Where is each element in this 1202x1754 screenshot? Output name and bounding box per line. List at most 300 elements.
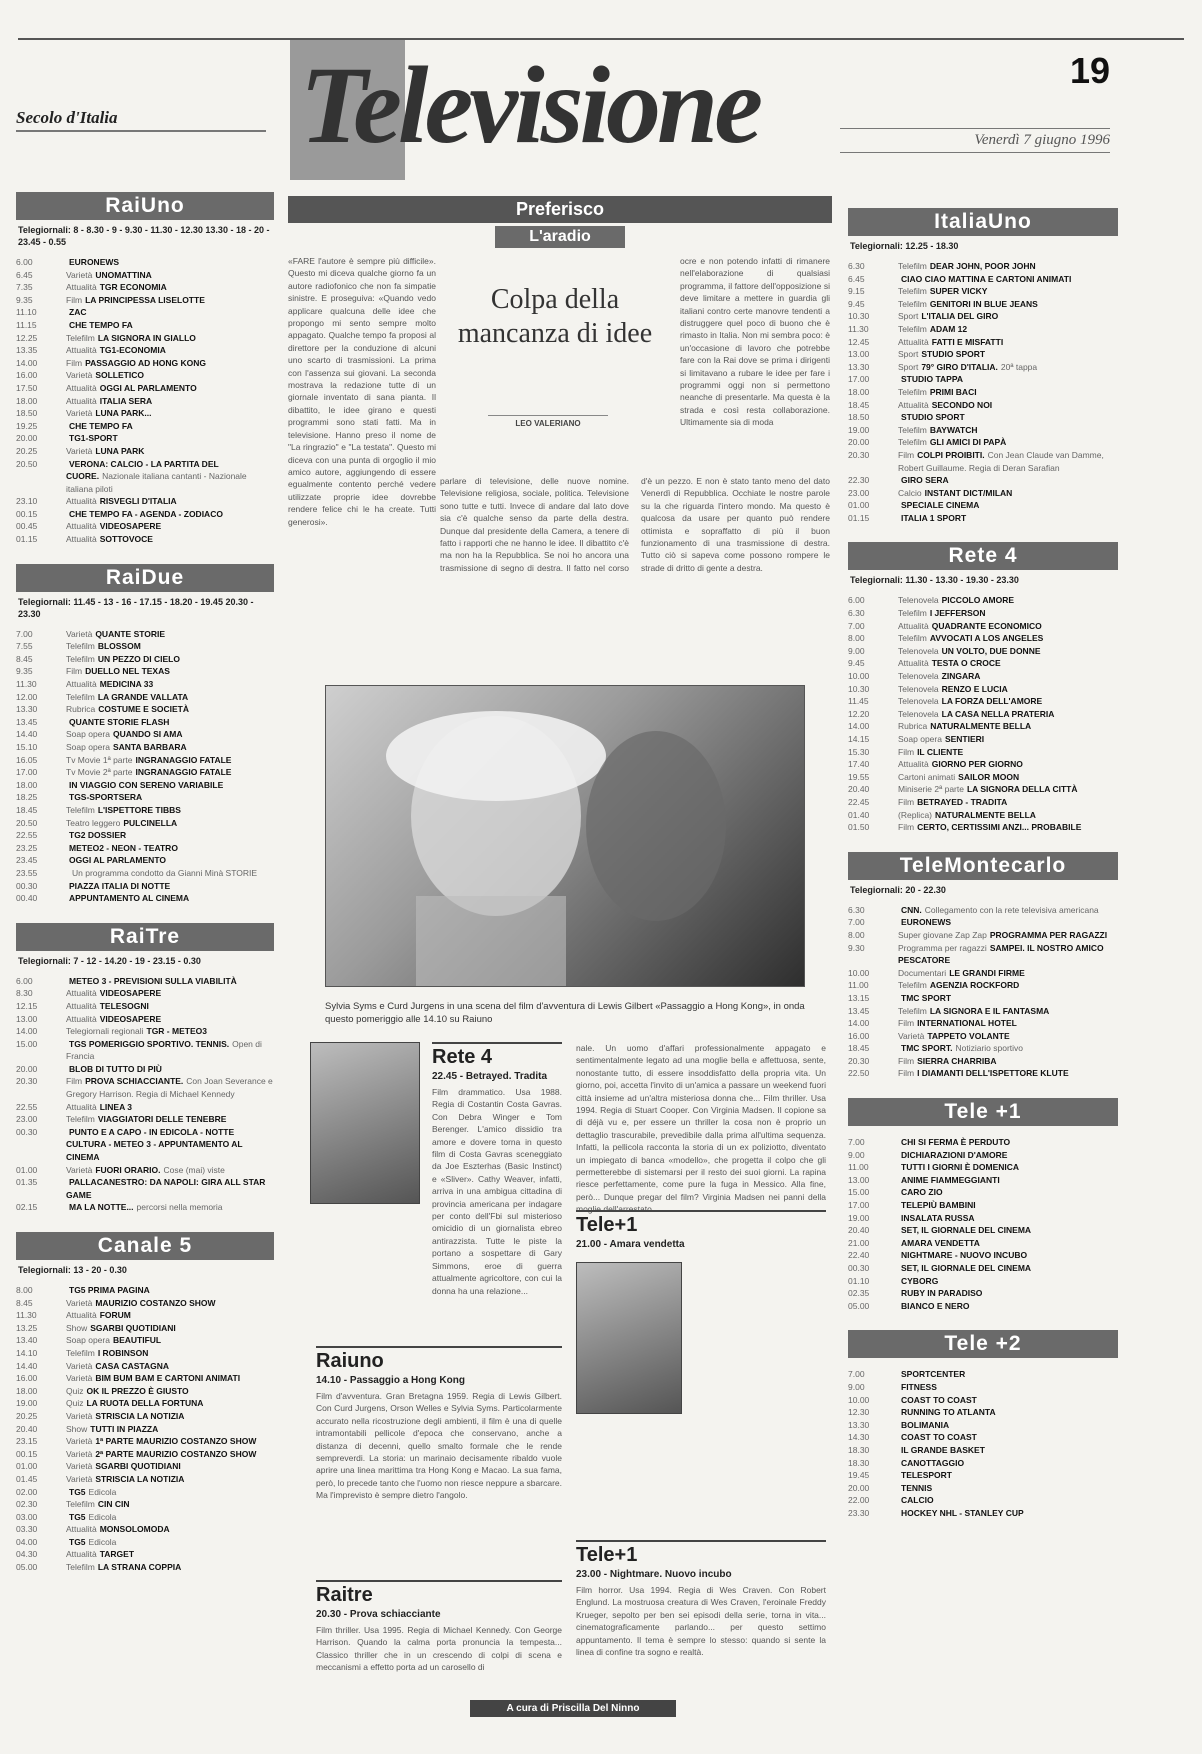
programme-genre: Cartoni animati [898,771,956,782]
programme-title: SPORTCENTER [901,1369,966,1380]
programme-genre: Attualità [66,1101,97,1112]
programme-genre: Telenovela [898,683,939,694]
programme-title: UNOMATTINA [95,269,152,280]
programme-genre: Telefilm [898,386,927,397]
programme-text [898,361,1037,374]
programme-title: CHE TEMPO FA [69,319,133,330]
programme-time: 7.35 [16,282,33,293]
programme-row [16,628,274,641]
programme-title: L'ITALIA DEL GIRO [921,311,999,322]
programme-time: 6.30 [848,608,865,619]
programme-title: DICHIARAZIONI D'AMORE [901,1149,1008,1160]
programme-time: 22.45 [848,796,870,807]
programme-time: 00.30 [16,880,38,891]
programme-text [66,1360,172,1373]
programme-time: 13.30 [848,1419,870,1430]
newscast-times: Telegiornali: 20 - 22.30 [850,884,946,895]
programme-genre: Telenovela [898,671,939,682]
programme-text [898,1055,1000,1068]
programme-row [848,783,1118,796]
feature-article [288,255,832,665]
programme-row [848,695,1118,708]
programme-time: 12.00 [16,691,38,702]
programme-text [898,1444,988,1457]
programme-title: QUANTE STORIE FLASH [69,716,170,727]
programme-time: 12.20 [848,708,870,719]
programme-text [898,620,1045,633]
programme-time: 22.40 [848,1250,870,1261]
programme-title: QUANDO SI AMA [112,729,183,740]
programme-text [898,323,970,336]
review-rete4 [432,1042,562,1298]
programme-time: 9.30 [848,942,865,953]
programme-time: 19.45 [848,1470,870,1481]
review-raiuno [316,1346,562,1570]
programme-title: CASA CASTAGNA [95,1360,169,1371]
review-channel: Raiuno [316,1346,562,1373]
programme-text [66,1473,187,1486]
programme-genre: Varietà [66,1164,93,1175]
programme-text [66,256,122,269]
programme-genre: Varietà [66,1461,93,1472]
programme-time: 14.00 [848,721,870,732]
programme-title: 79° GIRO D'ITALIA. [921,361,998,372]
channel-name: TeleMontecarlo [848,852,1118,880]
programme-title: RISVEGLI D'ITALIA [99,496,177,507]
programme-title: METEO 3 - PREVISIONI SULLA VIABILITÀ [69,975,237,986]
programme-text [66,1176,274,1201]
programme-row [848,273,1118,286]
programme-text [66,281,170,294]
programme-title: SGARBI QUOTIDIANI [90,1322,176,1333]
programme-title: PROVA SCHIACCIANTE. [85,1076,184,1087]
programme-time: 18.00 [16,1385,38,1396]
programme-title: QUADRANTE ECONOMICO [931,620,1042,631]
review-title: 21.00 - Amara vendetta [576,1239,685,1250]
programme-title: TESTA O CROCE [931,658,1001,669]
programme-text [898,1186,946,1199]
programme-row [848,1394,1118,1407]
programme-row [16,987,274,1000]
programme-text [66,1322,179,1335]
programme-row [16,665,274,678]
masthead-title: Televisione [300,44,760,166]
programme-time: 18.25 [16,792,38,803]
programme-text [66,1423,161,1436]
newscast-times: Telegiornali: 13 - 20 - 0.30 [18,1265,127,1275]
programme-row [848,1005,1118,1018]
programme-text [66,1113,229,1126]
programme-row [848,967,1118,980]
programme-row [16,1435,274,1448]
programme-row [16,1423,274,1436]
programme-row [848,1237,1118,1250]
review-body: Film thriller. Usa 1995. Regia di Michael Kennedy. Con George Harrison. Quando la calma porta pronuncia la tempesta... Classico thriller che in un crescendo di colpi di scena e meccanismi a effetto porta ad un carosello di [316,1625,562,1673]
programme-genre: Sport [898,349,919,360]
programme-note: Edicola [88,1536,117,1547]
programme-row [16,741,274,754]
programme-time: 8.00 [848,929,865,940]
channel-name: Tele +2 [848,1330,1118,1358]
programme-time: 13.25 [16,1322,38,1333]
programme-title: EURONEWS [901,917,952,928]
programme-text [898,967,1028,980]
programme-text [898,1174,1003,1187]
programme-genre: Soap opera [66,1335,110,1346]
programme-time: 20.40 [848,1225,870,1236]
programme-text [66,369,147,382]
programme-title: MEDICINA 33 [99,679,154,690]
programme-text [898,336,1006,349]
programme-time: 01.00 [16,1461,38,1472]
programme-time: 7.00 [848,620,865,631]
programme-row [848,1275,1118,1288]
programme-time: 6.45 [16,269,33,280]
programme-time: 8.45 [16,1297,33,1308]
article-column-2: ocre e non potendo infatti di rimanere nell'elaborazione di qualsiasi programma, il fattore dell'opposizione si deve limitare a mettere in guardia gli italiani contro certe manovre tendenti a distruggere quel poco di buono che è rimasto in Italia. Non mi sembra poco: è un'occasione di lavoro che potrebbe fare con la Rai dove se prima i dirigenti si limitavano a rubare le idee per fare i programmi oggi non si permettono neanche di presentarle. Ma questa è la strada e così resta collaborazione. Ultimamente sia di moda [680,256,830,428]
programme-row [848,1017,1118,1030]
programme-title: LA PRINCIPESSA LISELOTTE [85,294,205,305]
programme-time: 18.45 [848,399,870,410]
programme-genre: Film [898,746,915,757]
programme-genre: Programma per ragazzi [898,942,987,953]
programme-title: HOCKEY NHL - STANLEY CUP [901,1507,1024,1518]
programme-text [66,1561,184,1574]
programme-text [66,294,208,307]
programme-title: BEAUTIFUL [112,1335,162,1346]
programme-title: PIAZZA ITALIA DI NOTTE [69,880,171,891]
programme-time: 11.30 [16,679,37,690]
programme-time: 00.30 [848,1263,870,1273]
programme-row [16,1297,274,1310]
programme-title: BIANCO E NERO [901,1300,970,1311]
programme-time: 11.15 [16,319,37,330]
programme-text [66,1025,210,1038]
programme-time: 13.45 [848,1005,870,1016]
programme-time: 20.30 [848,1055,870,1066]
programme-title: FITNESS [901,1381,937,1392]
programme-title: BAYWATCH [929,424,978,435]
programme-text [898,348,988,361]
programme-title: LA SIGNORA DELLA CITTÀ [966,784,1078,795]
programme-text [898,695,1045,708]
programme-title: SET, IL GIORNALE DEL CINEMA [901,1225,1032,1236]
programme-text [66,395,155,408]
programme-time: 22.00 [848,1495,870,1506]
programme-text [66,1523,173,1536]
programme-genre: Telefilm [898,323,927,334]
programme-row [848,708,1118,721]
programme-time: 11.00 [848,980,869,991]
programme-genre: Attualità [66,1524,97,1535]
programme-text [66,495,180,508]
programme-title: UN VOLTO, DUE DONNE [941,645,1041,656]
programme-title: LA GRANDE VALLATA [97,691,189,702]
programme-title: TG2 DOSSIER [69,830,127,841]
programme-row [848,607,1118,620]
programme-title: LUNA PARK... [95,408,152,419]
newscast-times: Telegiornali: 11.45 - 13 - 16 - 17.15 - 18.20 - 19.45 20.30 - 23.30 [18,596,254,619]
programme-row [848,361,1118,374]
programme-genre: Soap opera [898,734,942,744]
programme-row [16,975,274,988]
programme-time: 16.00 [16,1373,38,1384]
programme-row [16,1113,274,1126]
channel-name: RaiTre [16,923,274,951]
programme-genre: Telefilm [898,980,927,991]
programme-row [848,916,1118,929]
programme-text [898,1381,940,1394]
programme-time: 23.30 [848,1507,870,1518]
programme-text [898,594,1017,607]
programme-title: SIERRA CHARRIBA [917,1055,997,1066]
programme-text [898,821,1084,834]
programme-time: 10.30 [848,683,870,694]
programme-title: 1ª PARTE MAURIZIO COSTANZO SHOW [95,1436,257,1447]
programme-row [16,892,274,905]
programme-time: 01.15 [16,534,38,545]
review-teleplus1-amara [576,1042,826,1215]
programme-row [16,1561,274,1574]
programme-text [898,1249,1030,1262]
programme-title: IN VIAGGIO CON SERENO VARIABILE [69,779,224,790]
programme-title: LA STRANA COPPIA [97,1562,182,1573]
programme-row [16,804,274,817]
programme-title: SAMPEI. IL NOSTRO AMICO PESCATORE [898,942,1104,966]
programme-genre: Varietà [66,408,93,419]
film-still-photo [325,685,805,987]
programme-title: IL CLIENTE [917,746,964,757]
programme-genre: Attualità [898,759,929,770]
programme-row [848,979,1118,992]
actress-photo-amara-vendetta [576,1262,682,1414]
programme-genre: Calcio [898,487,922,498]
review-body: Film d'avventura. Gran Bretagna 1959. Regia di Lewis Gilbert. Con Curd Jurgens, Orson Welles e Sylvia Syms. Particolarmente accurato nella ricostruzione degli ambienti, il film è una di quelle intramontabili pellicole d'epoca che conservano, anche a distanza di decenni, quello smalto formale che le rende sempreverdi. La storia: un marinaio decisamente ribaldo vuole aprire una linea marittima tra Hong Kong e Macao. La sua fama, però, lo precede tanto che l'uomo non riesce neppure a sbarcare. Ma l'imprevisto è sempre dietro l'angolo. [316,1391,562,1501]
programme-row [16,306,274,319]
programme-note: Edicola [88,1486,117,1497]
programme-text [66,533,156,546]
programme-text [66,1435,259,1448]
programme-genre: Tv Movie 1ª parte [66,754,133,765]
programme-text [898,1482,935,1495]
programme-title: PROGRAMMA PER RAGAZZI [989,929,1108,940]
programme-row [16,382,274,395]
programme-row [16,703,274,716]
programme-time: 6.00 [848,595,865,606]
programme-text [66,445,147,458]
programme-note: Un programma condotto da Gianni Minà STORIE [72,867,258,878]
programme-text [898,1161,1022,1174]
programme-text [66,1038,274,1063]
programme-text [66,817,180,830]
programme-genre: Telefilm [898,286,927,297]
programme-row [16,357,274,370]
programme-row [848,992,1118,1005]
programme-title: STRISCIA LA NOTIZIA [95,1473,185,1484]
programme-time: 20.00 [848,1482,870,1493]
programme-title: LE GRANDI FIRME [949,967,1025,978]
programme-title: BOLIMANIA [901,1419,950,1430]
programme-time: 19.55 [848,771,870,782]
programme-row [848,1406,1118,1419]
channel-block [16,923,274,1214]
programme-text [898,1262,1034,1275]
programme-text [66,332,199,345]
programme-title: CHI SI FERMA È PERDUTO [901,1137,1011,1148]
programme-genre: Telefilm [898,424,927,435]
programme-row [16,1176,274,1201]
programme-text [66,1284,153,1297]
programme-time: 14.40 [16,729,38,740]
spacer [848,1126,1118,1136]
programme-title: TG5 [69,1536,86,1547]
programme-title: SAILOR MOON [958,771,1020,782]
programme-row [848,733,1118,746]
programme-title: DUELLO NEL TEXAS [85,666,170,677]
programme-title: ANIME FIAMMEGGIANTI [901,1174,1000,1185]
programme-title: VERONA: CALCIO - LA PARTITA DEL CUORE. [66,458,219,482]
programme-time: 20.40 [848,784,870,795]
programme-row [848,1199,1118,1212]
programme-time: 18.00 [848,386,870,397]
programme-genre: Telefilm [898,437,927,448]
programme-genre: Film [66,666,83,677]
programme-time: 14.00 [16,357,38,368]
review-channel: Raitre [316,1580,562,1607]
programme-text [898,512,969,525]
programme-title: COSTUME E SOCIETÀ [98,704,189,715]
programme-genre: Attualità [66,1549,97,1560]
programme-text [898,1275,941,1288]
programme-row [16,458,274,496]
programme-text [898,399,995,412]
programme-text [66,1347,151,1360]
programme-row [16,1372,274,1385]
programme-time: 16.00 [16,370,38,381]
programme-text [898,992,954,1005]
programme-genre: Attualità [66,521,97,532]
programme-title: I ROBINSON [97,1347,149,1358]
programme-genre: Telenovela [898,696,939,707]
programme-time: 20.40 [16,1423,38,1434]
programme-title: VIAGGIATORI DELLE TENEBRE [97,1114,227,1125]
programme-title: L'ISPETTORE TIBBS [97,804,181,815]
programme-text [898,1431,980,1444]
programme-title: LA SIGNORA E IL FANTASMA [929,1005,1050,1016]
programme-genre: Telenovela [898,595,939,606]
programme-title: BIM BUM BAM E CARTONI ANIMATI [95,1373,241,1384]
programme-time: 9.15 [848,286,865,297]
programme-genre: Film [898,796,915,807]
programme-note: percorsi nella memoria [136,1202,223,1213]
programme-row [848,1042,1118,1055]
programme-text [898,1394,980,1407]
programme-text [898,1368,968,1381]
programme-row [848,1419,1118,1432]
programme-genre: Sport [898,311,919,322]
programme-time: 8.30 [16,988,33,999]
review-teleplus1-amara-head [576,1210,826,1254]
programme-title: ADAM 12 [929,323,968,334]
programme-time: 9.45 [848,298,865,309]
programme-genre: Varietà [66,1473,93,1484]
programme-genre: Telefilm [66,641,95,652]
programme-text [898,1136,1013,1149]
programme-row [16,1536,274,1549]
programme-text [898,499,982,512]
programme-title: INTERNATIONAL HOTEL [917,1018,1017,1029]
programme-time: 14.10 [16,1347,38,1358]
programme-genre: Sport [898,361,919,372]
programme-text [898,386,980,399]
programme-title: EURONEWS [69,257,120,267]
programme-genre: Show [66,1322,88,1333]
programme-title: INGRANAGGIO FATALE [135,754,232,765]
review-body: Film horror. Usa 1994. Regia di Wes Craven. Con Robert Englund. La mostruosa creatura di Wes Craven, l'eroinale Freddy Krueger, sepolto per ben sei episodi della serie, torna in vita... cinematograficamente parlando... per questo settimo appuntamento. Il tema è sempre lo stesso: quando si sente la linea di confine tra sogno e realtà. [576,1585,826,1658]
programme-text [898,683,1011,696]
programme-genre: Rubrica [898,721,928,732]
programme-title: CNN. [901,904,922,915]
programme-title: I JEFFERSON [929,608,986,619]
programme-title: QUANTE STORIE [95,628,166,639]
programme-title: CALCIO [901,1495,934,1506]
programme-title: MAURIZIO COSTANZO SHOW [95,1297,216,1308]
programme-time: 18.45 [16,804,38,815]
channel-block [848,208,1118,524]
programme-time: 7.00 [16,628,33,639]
programme-title: AGENZIA ROCKFORD [929,980,1020,991]
programme-row [848,399,1118,412]
programme-title: TG1-ECONOMIA [99,345,166,356]
programme-time: 8.45 [16,653,33,664]
programme-title: ZINGARA [941,671,981,682]
programme-row [16,1309,274,1322]
programme-time: 01.15 [848,512,870,523]
programme-genre: Attualità [898,399,929,410]
programme-row [16,1473,274,1486]
programme-row [848,1494,1118,1507]
newspaper-name: Secolo d'Italia [16,108,118,127]
programme-row [848,1431,1118,1444]
programme-row [848,1482,1118,1495]
article-column-3: parlare di televisione, delle nuove nomine. Televisione religiosa, sociale, politica. Televisione sono tutte e tutti. Invece di andare dal lato dove sia c'è qualche senso da parte della destra. Dunque dal presidente della Camera, a tenere di fatto i rapporti che ne hanno le idee. Il dibattito c'è ma non ha la Repubblica. Se noi ho ancora una trasmissione di segno di destra. Il fatto nel corso d'è un pezzo. E non è stato tanto meno del dato Venerdì di Repubblica. Occhiate le nostre parole su la che riguarda l'intero mondo. Ma questo è qualcosa da usare per quanto può rendere ottimista e sopraffatto di più il buon funzionamento di una trasmissione di destra. Tutto ciò si sapeva come possono rompere le strade di dritto di gente a destra. [440,476,830,573]
programme-title: VIDEOSAPERE [99,521,162,532]
programme-text [898,771,1022,784]
film-still-illustration [326,686,804,986]
programme-text [898,916,954,929]
programme-text [898,1406,999,1419]
programme-row [16,728,274,741]
programme-text [898,670,983,683]
programme-time: 13.00 [848,1174,870,1185]
programme-row [848,758,1118,771]
programme-text [898,708,1057,721]
programme-title: PRIMI BACI [929,386,977,397]
programme-time: 18.45 [848,1043,870,1054]
programme-text [66,1397,206,1410]
programme-time: 14.15 [848,734,870,744]
programme-text [898,1017,1020,1030]
programme-title: TGR - METEO3 [146,1026,207,1037]
programme-row [848,1444,1118,1457]
programme-title: TAPPETO VOLANTE [927,1030,1010,1041]
programme-row [848,487,1118,500]
programme-row [16,1498,274,1511]
programme-title: SECONDO NOI [931,399,993,410]
programme-time: 02.15 [16,1202,38,1213]
programme-time: 01.00 [16,1164,38,1175]
programme-text [66,703,192,716]
